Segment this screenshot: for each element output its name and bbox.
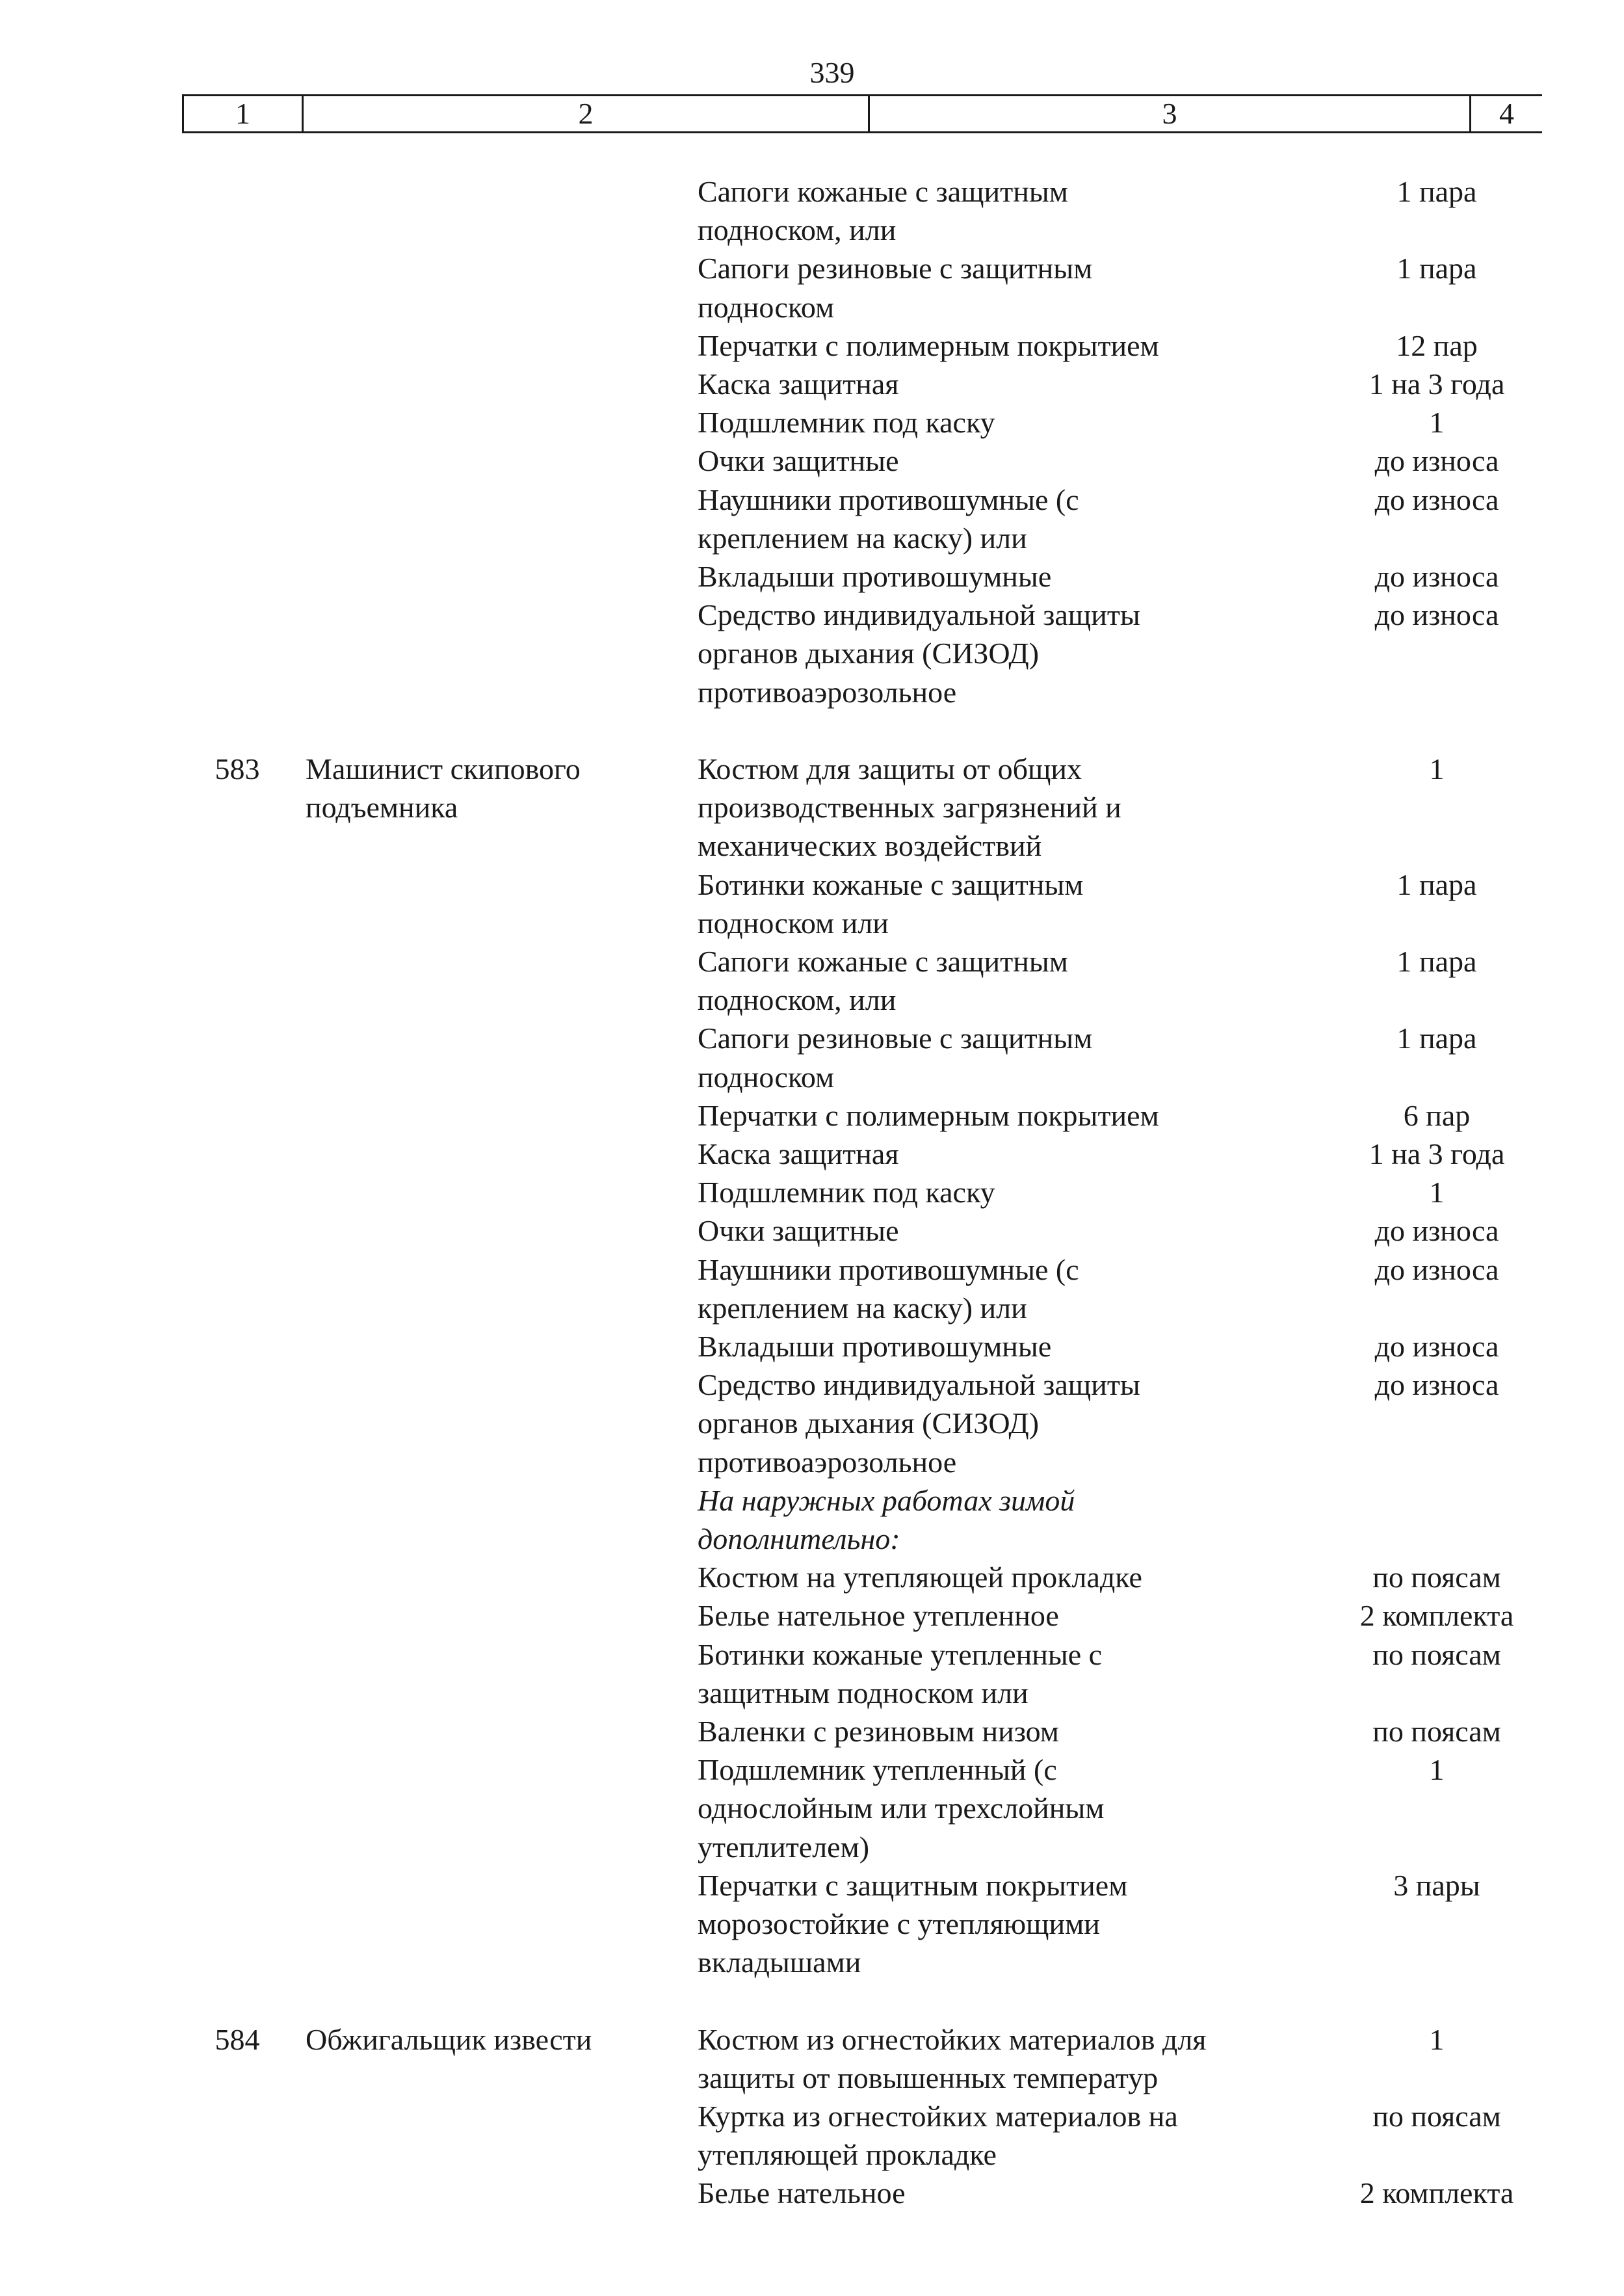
item-quantity: до износа — [1374, 483, 1499, 516]
item-name: Перчатки с полимерным покрытием — [698, 1099, 1159, 1132]
item-name: Каска защитная — [698, 367, 899, 401]
item-quantity: 12 пар — [1396, 329, 1478, 362]
item-name: противоаэрозольное — [698, 1445, 957, 1479]
item-name: Ботинки кожаные с защитным — [698, 868, 1084, 901]
item-quantity: до износа — [1374, 1368, 1499, 1401]
item-quantity: 1 пара — [1396, 945, 1477, 978]
item-quantity: 3 пары — [1393, 1869, 1480, 1902]
column-header-1: 1 — [182, 94, 304, 133]
item-name: подноском — [698, 291, 835, 324]
column-header-4: 4 — [1469, 94, 1542, 133]
item-name: Средство индивидуальной защиты — [698, 598, 1140, 631]
item-name: подноском — [698, 1061, 835, 1094]
item-name: Наушники противошумные (с — [698, 1253, 1079, 1286]
profession-name: Обжигальщик извести — [306, 2023, 592, 2056]
item-name: защитным подноском или — [698, 1676, 1028, 1709]
item-name: креплением на каску) или — [698, 1291, 1027, 1325]
item-name: Костюм из огнестойких материалов для — [698, 2023, 1207, 2056]
item-name: морозостойкие с утепляющими — [698, 1907, 1100, 1940]
item-quantity: 1 — [1429, 1753, 1445, 1786]
item-name: подноском, или — [698, 213, 897, 246]
item-name: подноском, или — [698, 983, 897, 1016]
item-name: Валенки с резиновым низом — [698, 1715, 1059, 1748]
section-note: На наружных работах зимой — [698, 1484, 1075, 1517]
page-number: 339 — [809, 56, 855, 89]
profession-name: Машинист скипового — [306, 752, 581, 785]
item-name: Куртка из огнестойких материалов на — [698, 2100, 1178, 2133]
item-name: Сапоги резиновые с защитным — [698, 252, 1093, 285]
item-name: Подшлемник под каску — [698, 1176, 995, 1209]
item-quantity: по поясам — [1372, 1561, 1501, 1594]
item-name: Очки защитные — [698, 444, 899, 477]
item-name: вкладышами — [698, 1946, 861, 1979]
row-number: 583 — [215, 752, 260, 785]
item-quantity: 1 — [1429, 1176, 1445, 1209]
profession-name: подъемника — [306, 791, 458, 824]
item-name: механических воздействий — [698, 829, 1042, 862]
section-note: дополнительно: — [698, 1522, 900, 1555]
item-name: Сапоги кожаные с защитным — [698, 175, 1068, 208]
item-name: Ботинки кожаные утепленные с — [698, 1638, 1103, 1671]
item-name: Белье нательное утепленное — [698, 1599, 1059, 1632]
item-name: Вкладыши противошумные — [698, 560, 1052, 593]
item-quantity: 1 — [1429, 2023, 1445, 2056]
item-name: Костюм для защиты от общих — [698, 752, 1082, 785]
item-quantity: 1 — [1429, 752, 1445, 785]
item-name: однослойным или трехслойным — [698, 1791, 1105, 1825]
item-name: Вкладыши противошумные — [698, 1330, 1052, 1363]
item-quantity: до износа — [1374, 560, 1499, 593]
item-name: Сапоги кожаные с защитным — [698, 945, 1068, 978]
item-quantity: по поясам — [1372, 2100, 1501, 2133]
item-quantity: до износа — [1374, 444, 1499, 477]
item-quantity: 6 пар — [1403, 1099, 1471, 1132]
item-name: Костюм на утепляющей прокладке — [698, 1561, 1142, 1594]
item-quantity: до износа — [1374, 1330, 1499, 1363]
item-name: Белье нательное — [698, 2176, 906, 2210]
column-header-3: 3 — [868, 94, 1471, 133]
item-name: органов дыхания (СИЗОД) — [698, 1406, 1040, 1440]
item-name: Подшлемник утепленный (с — [698, 1753, 1057, 1786]
item-name: Средство индивидуальной защиты — [698, 1368, 1140, 1401]
item-quantity: 1 на 3 года — [1369, 367, 1505, 401]
item-quantity: 1 пара — [1396, 252, 1477, 285]
item-name: защиты от повышенных температур — [698, 2061, 1159, 2094]
item-quantity: 1 на 3 года — [1369, 1137, 1505, 1170]
item-quantity: 2 комплекта — [1359, 1599, 1514, 1632]
item-quantity: по поясам — [1372, 1638, 1501, 1671]
item-name: Каска защитная — [698, 1137, 899, 1170]
item-quantity: до износа — [1374, 1253, 1499, 1286]
item-name: производственных загрязнений и — [698, 791, 1121, 824]
item-quantity: до износа — [1374, 598, 1499, 631]
item-name: Подшлемник под каску — [698, 406, 995, 439]
item-quantity: по поясам — [1372, 1715, 1501, 1748]
item-name: утеплителем) — [698, 1830, 870, 1864]
item-name: Сапоги резиновые с защитным — [698, 1022, 1093, 1055]
item-name: креплением на каску) или — [698, 521, 1027, 555]
item-name: утепляющей прокладке — [698, 2138, 997, 2171]
item-name: Перчатки с защитным покрытием — [698, 1869, 1128, 1902]
item-name: противоаэрозольное — [698, 676, 957, 709]
item-quantity: 1 пара — [1396, 1022, 1477, 1055]
item-quantity: 1 пара — [1396, 175, 1477, 208]
item-name: Наушники противошумные (с — [698, 483, 1079, 516]
item-quantity: 2 комплекта — [1359, 2176, 1514, 2210]
item-name: Очки защитные — [698, 1214, 899, 1247]
row-number: 584 — [215, 2023, 260, 2056]
item-quantity: 1 — [1429, 406, 1445, 439]
column-header-2: 2 — [302, 94, 870, 133]
item-name: Перчатки с полимерным покрытием — [698, 329, 1159, 362]
item-name: органов дыхания (СИЗОД) — [698, 637, 1040, 670]
item-quantity: 1 пара — [1396, 868, 1477, 901]
item-quantity: до износа — [1374, 1214, 1499, 1247]
item-name: подноском или — [698, 906, 889, 940]
